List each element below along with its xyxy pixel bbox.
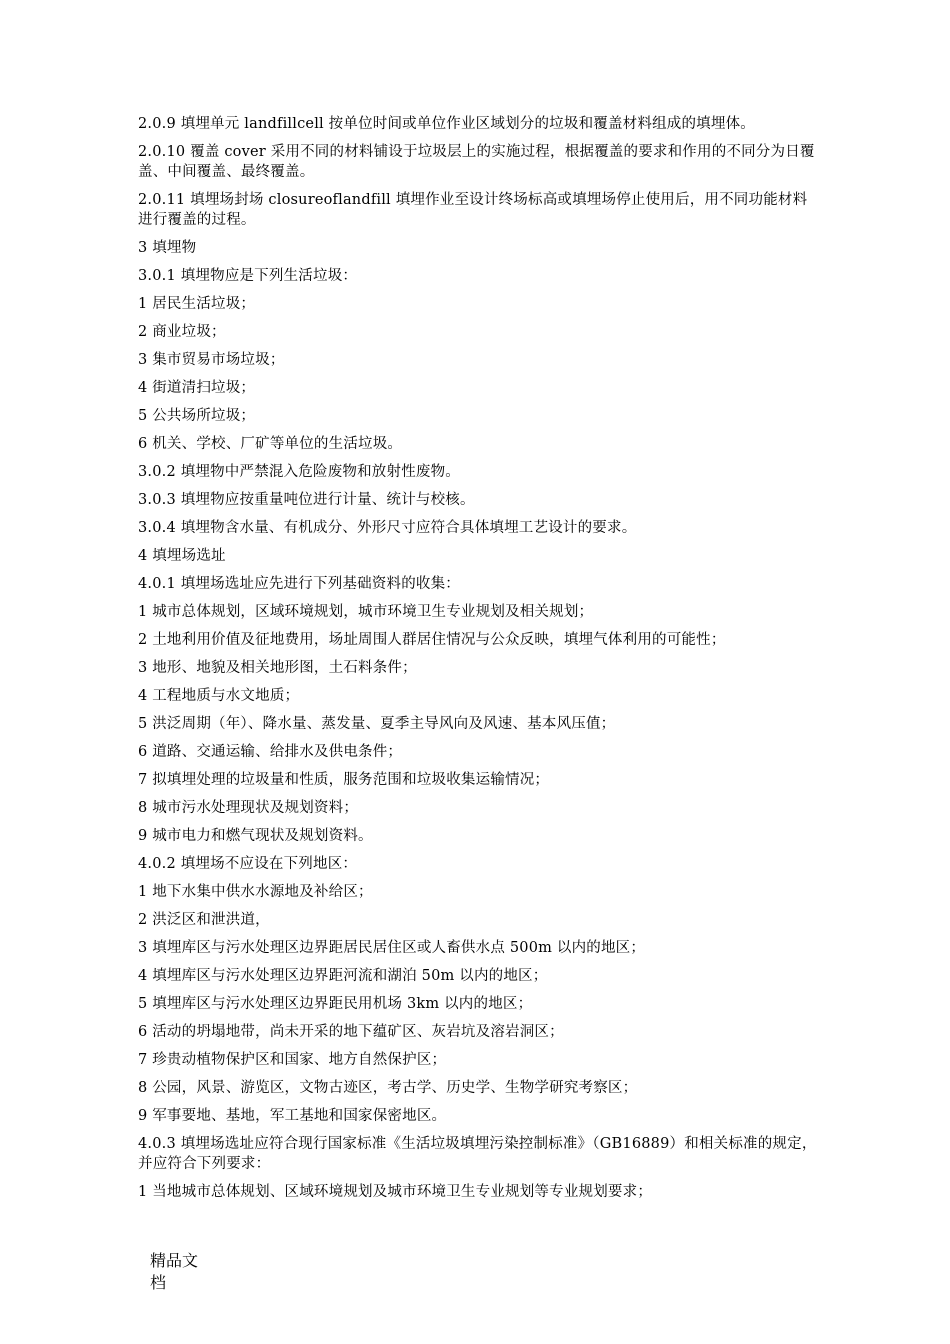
paragraph: 3.0.2 填埋物中严禁混入危险废物和放射性废物。 [138, 464, 461, 480]
list-item: 4 填埋库区与污水处理区边界距河流和湖泊 50m 以内的地区； [138, 968, 548, 984]
list-item: 2 商业垃圾； [138, 324, 226, 340]
document-body [138, 114, 818, 1210]
list-item: 3 填埋库区与污水处理区边界距居民居住区或人畜供水点 500m 以内的地区； [138, 940, 646, 956]
list-item: 5 公共场所垃圾； [138, 408, 256, 424]
list-item: 3 地形、地貌及相关地形图，土石料条件； [138, 660, 417, 676]
list-item: 5 洪泛周期（年）、降水量、蒸发量、夏季主导风向及风速、基本风压值； [138, 716, 616, 732]
paragraph: 4.0.3 填埋场选址应符合现行国家标准《生活垃圾填埋污染控制标准》（GB16889）和相关标准的规定，并应符合下列要求： [138, 1136, 817, 1172]
paragraph: 3.0.4 填埋物含水量、有机成分、外形尺寸应符合具体填埋工艺设计的要求。 [138, 520, 637, 536]
list-item: 4 工程地质与水文地质； [138, 688, 300, 704]
list-item: 6 机关、学校、厂矿等单位的生活垃圾。 [138, 436, 403, 452]
list-item: 7 珍贵动植物保护区和国家、地方自然保护区； [138, 1052, 447, 1068]
list-item: 6 活动的坍塌地带，尚未开采的地下蕴矿区、灰岩坑及溶岩洞区； [138, 1024, 564, 1040]
list-item: 5 填埋库区与污水处理区边界距民用机场 3km 以内的地区； [138, 996, 533, 1012]
list-item: 1 居民生活垃圾； [138, 296, 256, 312]
list-item: 7 拟填埋处理的垃圾量和性质，服务范围和垃圾收集运输情况； [138, 772, 550, 788]
section-heading: 3 填埋物 [138, 240, 197, 256]
list-item: 3 集市贸易市场垃圾； [138, 352, 285, 368]
list-item: 1 地下水集中供水水源地及补给区； [138, 884, 373, 900]
footer-watermark: 精品文档 [150, 1251, 199, 1292]
paragraph: 4.0.1 填埋场选址应先进行下列基础资料的收集： [138, 576, 461, 592]
paragraph: 4.0.2 填埋场不应设在下列地区： [138, 856, 358, 872]
list-item: 2 土地利用价值及征地费用，场址周围人群居住情况与公众反映，填埋气体利用的可能性； [138, 632, 726, 648]
list-item: 4 街道清扫垃圾； [138, 380, 256, 396]
paragraph: 3.0.3 填埋物应按重量吨位进行计量、统计与校核。 [138, 492, 475, 508]
list-item: 1 当地城市总体规划、区域环境规划及城市环境卫生专业规划等专业规划要求； [138, 1184, 653, 1200]
section-heading: 4 填埋场选址 [138, 548, 226, 564]
paragraph: 3.0.1 填埋物应是下列生活垃圾： [138, 268, 358, 284]
list-item: 1 城市总体规划，区域环境规划，城市环境卫生专业规划及相关规划； [138, 604, 594, 620]
list-item: 8 公园，风景、游览区，文物古迹区，考古学、历史学、生物学研究考察区； [138, 1080, 638, 1096]
paragraph: 2.0.9 填埋单元 landfillcell 按单位时间或单位作业区域划分的垃圾和覆盖材料组成的填埋体。 [138, 116, 755, 132]
list-item: 9 城市电力和燃气现状及规划资料。 [138, 828, 373, 844]
paragraph: 2.0.10 覆盖 cover 采用不同的材料铺设于垃圾层上的实施过程，根据覆盖的要求和作用的不同分为日覆盖、中间覆盖、最终覆盖。 [138, 144, 815, 180]
list-item: 9 军事要地、基地，军工基地和国家保密地区。 [138, 1108, 447, 1124]
list-item: 2 洪泛区和泄洪道， [138, 912, 270, 928]
list-item: 6 道路、交通运输、给排水及供电条件； [138, 744, 403, 760]
list-item: 8 城市污水处理现状及规划资料； [138, 800, 359, 816]
paragraph: 2.0.11 填埋场封场 closureoflandfill 填埋作业至设计终场标高或填埋场停止使用后，用不同功能材料进行覆盖的过程。 [138, 192, 808, 228]
